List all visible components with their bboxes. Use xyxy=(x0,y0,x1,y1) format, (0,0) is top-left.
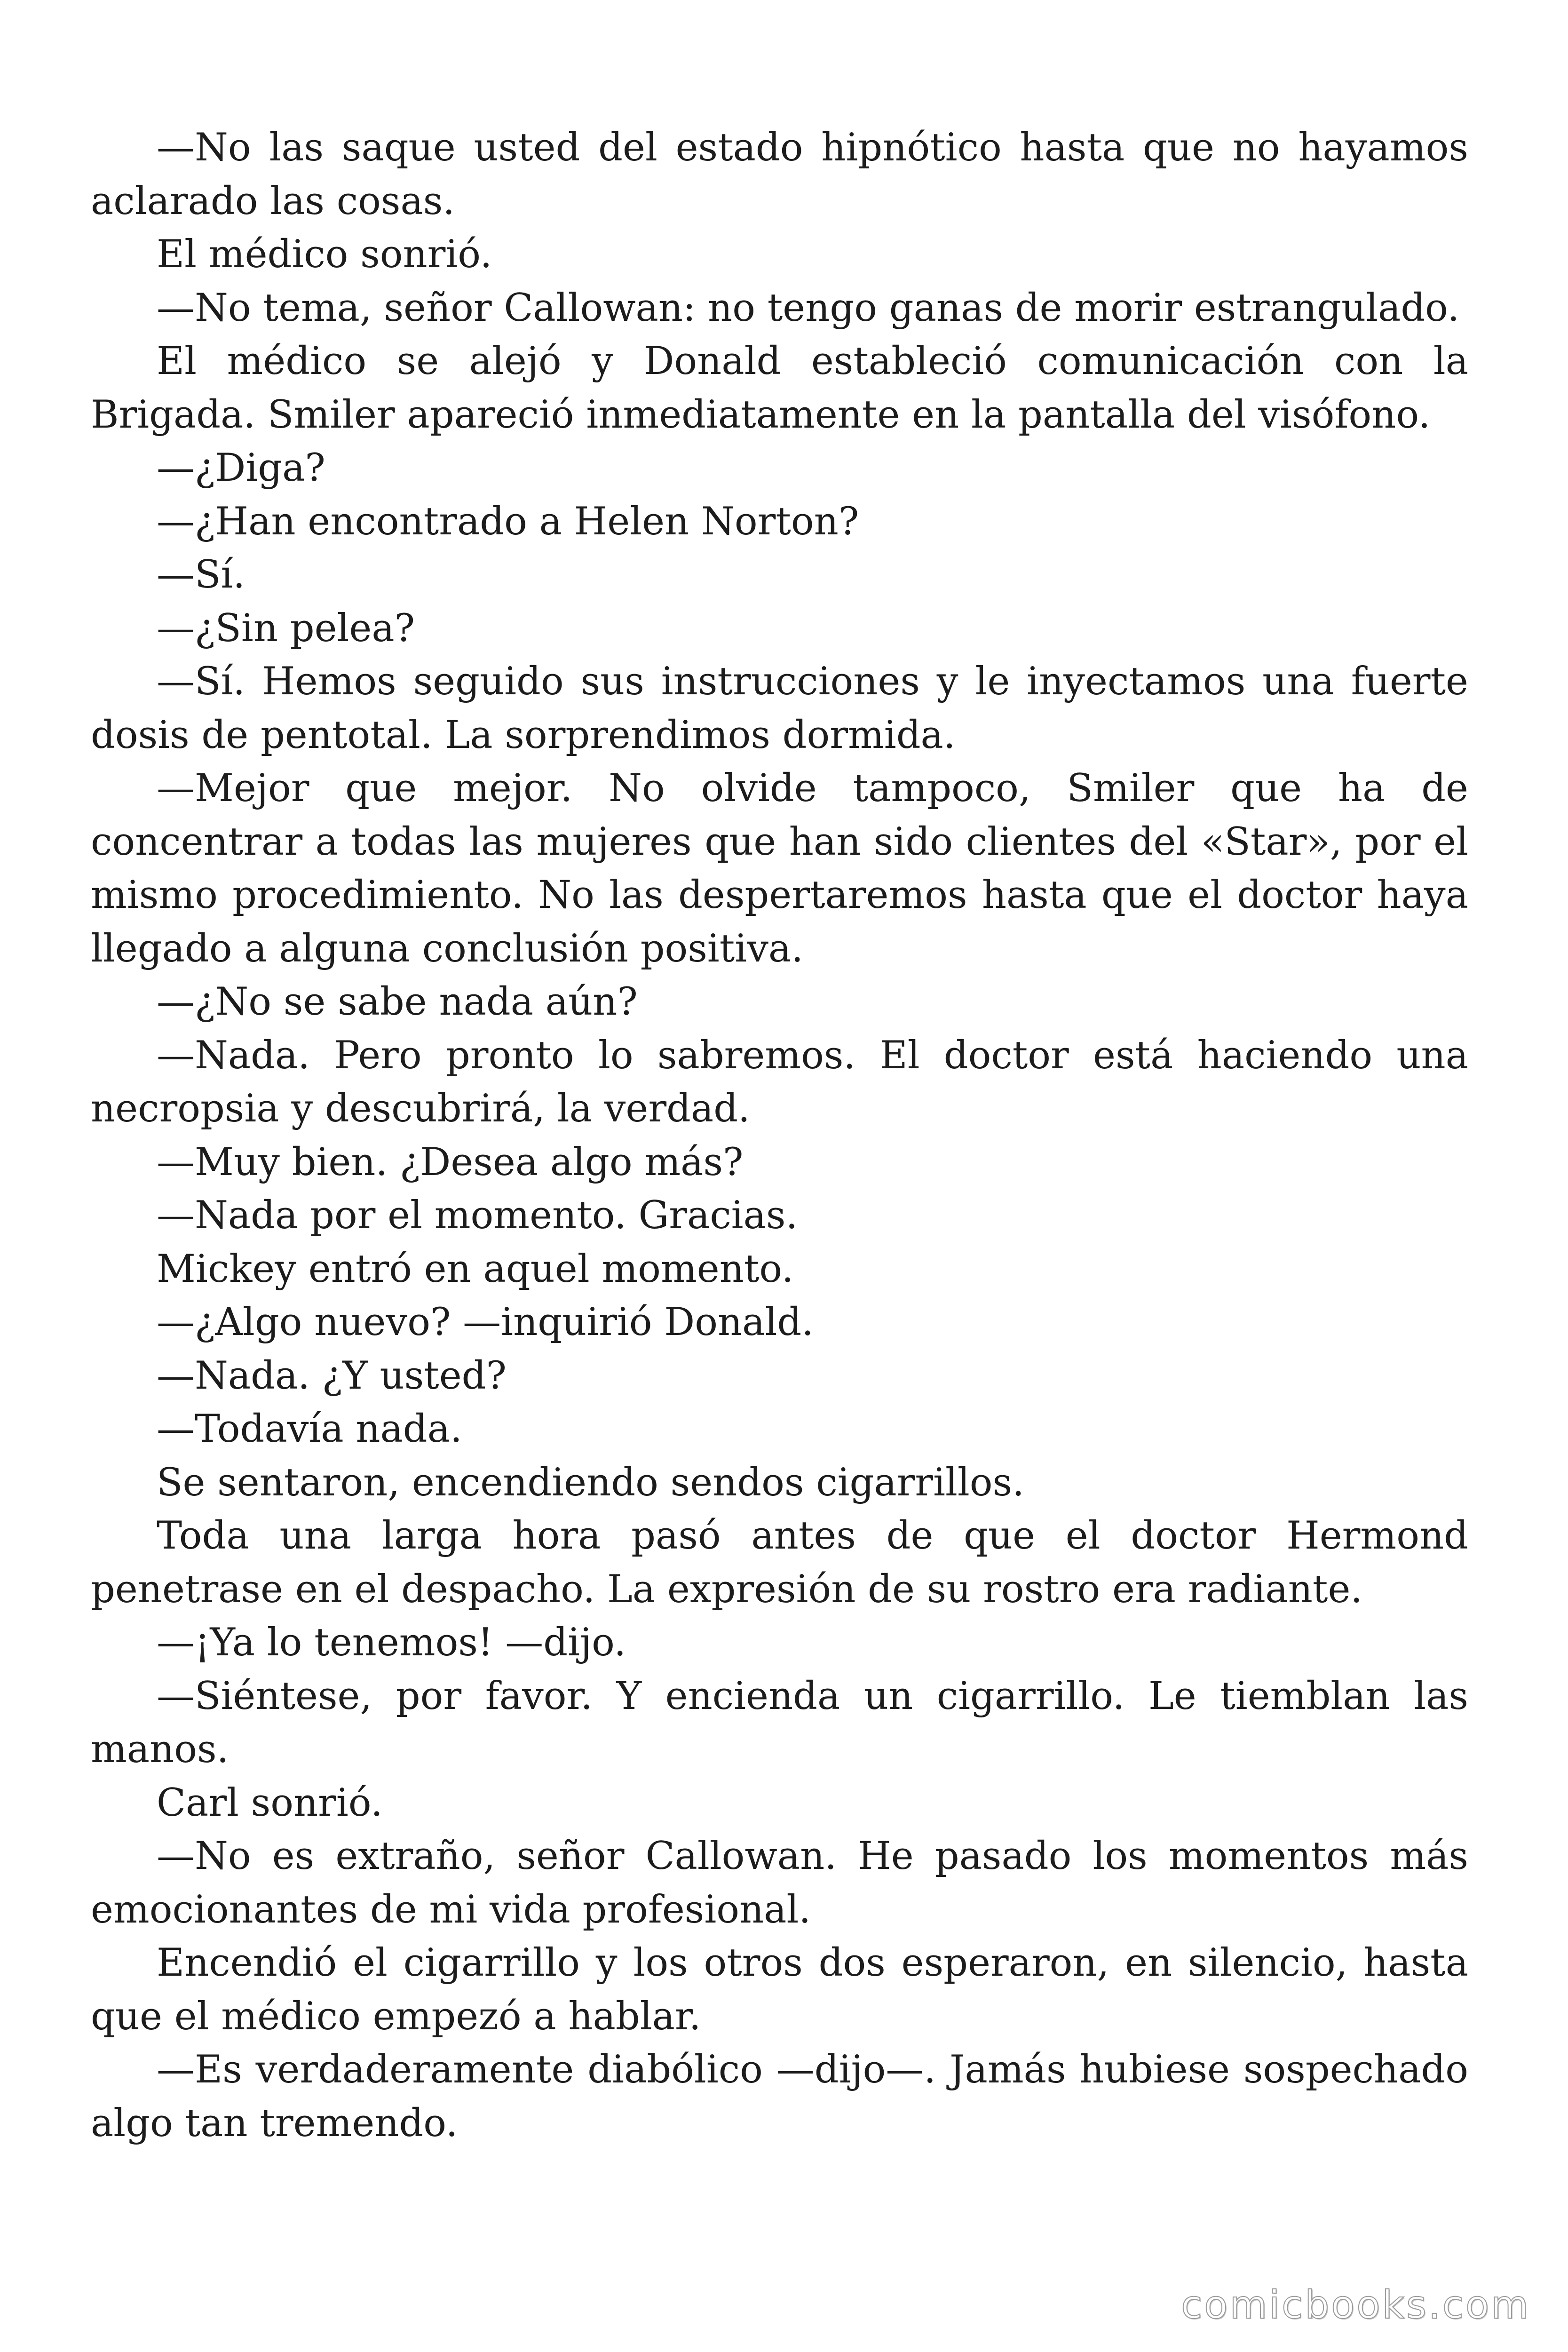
paragraph: Carl sonrió. xyxy=(157,1780,383,1825)
paragraph: —Todavía nada. xyxy=(157,1407,462,1451)
paragraph: —¡Ya lo tenemos! —dijo. xyxy=(157,1621,626,1665)
paragraph: —¿No se sabe nada aún? xyxy=(157,980,638,1024)
paragraph: —Mejor que mejor. No olvide tampoco, Smiler que ha de concentrar a todas las mujeres que han sido clientes del «Star», por el mismo procedimiento. No las despertaremos hasta que el doctor haya llegado a alguna conclusión positiva. xyxy=(91,766,1468,971)
paragraph: —Sí. xyxy=(157,553,245,597)
paragraph: Se sentaron, encendiendo sendos cigarrillos. xyxy=(157,1460,1024,1505)
watermark: comicbooks.com xyxy=(1181,2283,1530,2328)
paragraph: —¿Sin pelea? xyxy=(157,606,415,651)
paragraph: —Nada por el momento. Gracias. xyxy=(157,1193,798,1238)
paragraph: —¿Han encontrado a Helen Norton? xyxy=(157,499,859,544)
paragraph: —¿Algo nuevo? —inquirió Donald. xyxy=(157,1300,814,1344)
paragraph: El médico se alejó y Donald estableció comunicación con la Brigada. Smiler apareció inmediatamente en la pantalla del visófono. xyxy=(91,339,1468,437)
page-text xyxy=(91,121,1468,2150)
paragraph: —Nada. ¿Y usted? xyxy=(157,1353,507,1398)
paragraph: —No las saque usted del estado hipnótico hasta que no hayamos aclarado las cosas. xyxy=(91,126,1468,223)
paragraph: Toda una larga hora pasó antes de que el doctor Hermond penetrase en el despacho. La expresión de su rostro era radiante. xyxy=(91,1514,1468,1612)
paragraph: Mickey entró en aquel momento. xyxy=(157,1247,794,1291)
paragraph: —Siéntese, por favor. Y encienda un cigarrillo. Le tiemblan las manos. xyxy=(91,1674,1468,1772)
paragraph: El médico sonrió. xyxy=(157,232,492,277)
paragraph: Encendió el cigarrillo y los otros dos esperaron, en silencio, hasta que el médico empezó a hablar. xyxy=(91,1941,1468,2039)
paragraph: —Muy bien. ¿Desea algo más? xyxy=(157,1140,744,1184)
paragraph: —Es verdaderamente diabólico —dijo—. Jamás hubiese sospechado algo tan tremendo. xyxy=(91,2048,1468,2145)
paragraph: —No tema, señor Callowan: no tengo ganas de morir estrangulado. xyxy=(157,286,1460,330)
paragraph: —¿Diga? xyxy=(157,446,325,490)
paragraph: —Nada. Pero pronto lo sabremos. El doctor está haciendo una necropsia y descubrirá, la verdad. xyxy=(91,1033,1468,1131)
paragraph: —No es extraño, señor Callowan. He pasado los momentos más emocionantes de mi vida profesional. xyxy=(91,1834,1468,1932)
paragraph: —Sí. Hemos seguido sus instrucciones y le inyectamos una fuerte dosis de pentotal. La sorprendimos dormida. xyxy=(91,660,1468,757)
